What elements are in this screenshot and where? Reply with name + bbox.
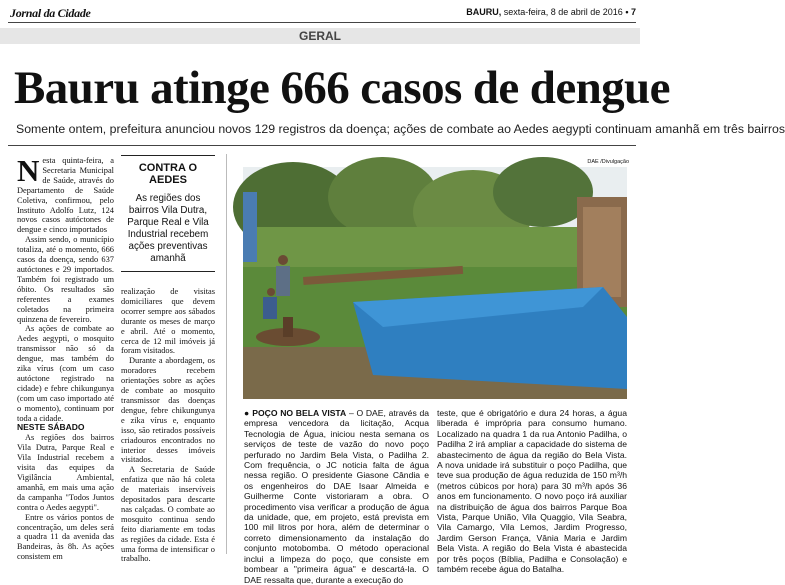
photo-caption-col-b: teste, que é obrigatório e dura 24 horas, a água liberada é imprópria para consumo humano. Localizado na quadra 1 da rua Antonio Padilha, o Padilha 2 irá ampliar a capacidade do sistema de abastecimento de água da região do Bela Vista. A nova unidade irá substituir o poço Padilha, que teve sua produção de água reduzida de 150 m³/h (metros cúbicos por hora) para 30 m³/h após 36 anos em funcionamento. O novo poço irá auxiliar na distribuição de água dos bairros Parque Boa Vista, Parque União, Vila Quaggio, Vila Seabra, Vila Camargo, Vila Lemos, Jardim Progresso, Jardim Gerson França, Vânia Maria e Jardim Bela Vista. A região do Bela Vista é abastecida por três poços (Bíblia, Padilha e Consolação) e também recebe água do Batalha. xyxy=(437,408,627,575)
column-divider xyxy=(226,154,227,554)
paragraph: A Secretaria de Saúde enfatiza que não há coleta de materiais inservíveis depositados para descarte nas calçadas. O combate ao mosquito continua sendo feito diariamente em todas as regiões da cidade. Esta é uma forma de intensificar o trabalho. xyxy=(121,465,215,564)
article-column-1 xyxy=(17,153,114,562)
caption-lead: POÇO NO BELA VISTA xyxy=(252,408,347,418)
dateline-city: BAURU, xyxy=(466,7,502,17)
dateline xyxy=(466,7,636,17)
paragraph: esta quinta-feira, a Secretaria Municipal de Saúde, através do Departamento de Saúde Coletiva, confirmou, pelo Instituto Adolfo Lutz, 124 novos casos autóctones de dengue e cinco importados xyxy=(17,156,114,235)
paragraph: Entre os vários pontos de concentração, um deles será a quadra 11 da avenida das Bandeiras, às 8h. As ações consistem em xyxy=(17,512,114,562)
header-rule xyxy=(8,22,636,23)
deck-rule xyxy=(8,145,636,146)
photo-caption-col-a xyxy=(244,408,429,585)
side-box xyxy=(121,155,215,272)
caption-bullet-icon: ● xyxy=(244,408,250,418)
photo-illustration xyxy=(243,167,627,399)
dropcap: N xyxy=(17,153,40,188)
section-label: GERAL xyxy=(0,28,640,44)
page-number: • 7 xyxy=(625,7,636,17)
side-box-body: As regiões dos bairros Vila Dutra, Parque Real e Vila Industrial recebem ações preventivas amanhã xyxy=(127,193,209,264)
article-column-2 xyxy=(121,287,215,564)
paragraph: As regiões dos bairros Vila Dutra, Parque Real e Vila Industrial recebem a visita das equipes da Vigilância Ambiental, amanhã, em mais uma ação da campanha "Todos Juntos contra o Aedes aegypti". xyxy=(17,433,114,512)
side-box-title: CONTRA O AEDES xyxy=(138,162,198,186)
dateline-date: sexta-feira, 8 de abril de 2016 xyxy=(503,7,623,17)
photo-credit: DAE /Divulgação xyxy=(587,159,629,165)
masthead-logo: Jornal da Cidade xyxy=(10,6,91,20)
subhead: NESTE SÁBADO xyxy=(17,422,85,433)
headline: Bauru atinge 666 casos de dengue xyxy=(14,62,670,114)
paragraph: As ações de combate ao Aedes aegypti, o mosquito transmissor não só da dengue, mas também do zika vírus (com um caso autóctone registrado na cidade) e febre chikungunya (com um caso importado até o momento), continuam por toda a cidade. xyxy=(17,324,114,423)
paragraph: Durante a abordagem, os moradores recebem orientações sobre as ações de combate ao mosquito transmissor das doenças dengue, febre chikungunya e zika vírus e, enquanto isso, são retirados possíveis criadouros encontrados no interior desses imóveis visitados. xyxy=(121,356,215,465)
paragraph: realização de visitas domiciliares que devem ocorrer sempre aos sábados durante os meses de março e abril. Até o momento, cerca de 12 mil imóveis já foram visitados. xyxy=(121,287,215,356)
deck: Somente ontem, prefeitura anunciou novos 129 registros da doença; ações de combate ao Aedes aegypti continuam amanhã em três bairros xyxy=(16,122,785,136)
photo-well-site xyxy=(243,167,627,399)
caption-text: – O DAE, através da empresa vencedora da licitação, Acqua Tecnologia de Água, iniciou nesta semana os serviços de teste de vazão do novo poço perfurado no Jardim Bela Vista, o Padilha 2. Com frequência, o JC noticia falta de água nessa região. O presidente Giasone Cândia e os engenheiros do DAE Isaar Almeida e Guilherme Conte vistoriaram a obra. O procedimento visa verificar a produção de água da unidade, que, em projeto, está prevista em 100 mil litros por hora, além de determinar o correto dimensionamento da instalação do conjunto motobomba. O método operacional inclui a limpeza do poço, que consiste em bombear a "primeira água" e descartá-la. O DAE ressalta que, durante a execução do xyxy=(244,408,430,585)
paragraph: Assim sendo, o município totaliza, até o momento, 666 casos da doença, sendo 637 autóctones e 29 importados. Também foi registrado um óbito. Os resultados são referentes a exames coletados na primeira quinzena de fevereiro. xyxy=(17,235,114,324)
